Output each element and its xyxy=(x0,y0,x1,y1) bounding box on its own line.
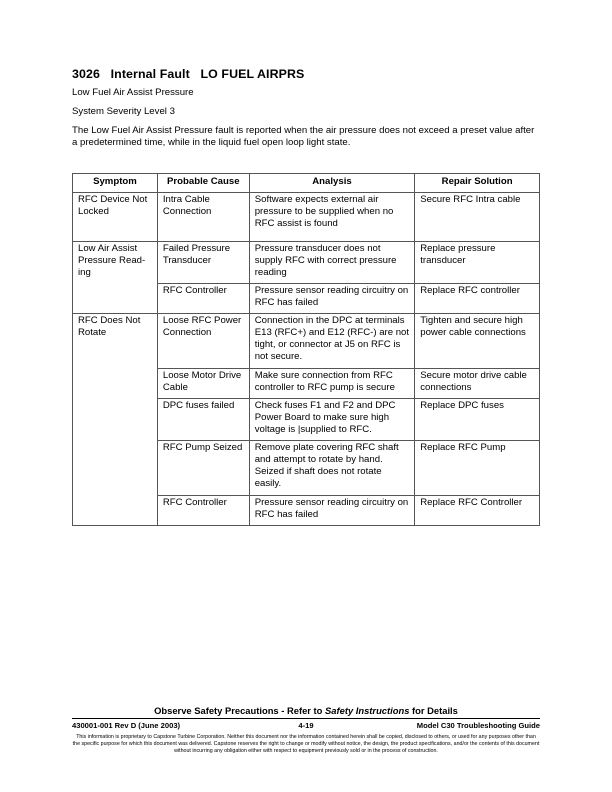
cause-cell: Loose Motor Drive Cable xyxy=(157,369,249,399)
guide-title: Model C30 Troubleshooting Guide xyxy=(416,721,540,730)
solution-cell: Replace pressure transducer xyxy=(415,242,540,284)
safety-instructions-reference: Safety Instructions xyxy=(325,705,410,716)
analysis-cell: Remove plate covering RFC shaft and attempt to rotate by hand. Seized if shaft does not rotate easily. xyxy=(249,441,415,496)
footer-divider xyxy=(72,718,540,719)
analysis-cell: Pressure sensor reading circuitry on RFC has failed xyxy=(249,496,415,526)
solution-cell: Replace RFC controller xyxy=(415,284,540,314)
fault-code: 3026 xyxy=(72,67,100,81)
solution-cell: Tighten and secure high power cable connections xyxy=(415,314,540,369)
proprietary-disclaimer: This information is proprietary to Capstone Turbine Corporation. Neither this document nor the information contained herein shall be copied, disclosed to others, or used for any purposes other than the specific purpose for which this document was delivered. Capstone reserves the right to change or modify without notice, the design, the product specifications, and/or the contents of this document without incurring any obligation either with respect to equipment previously sold or in the process of construction. xyxy=(72,734,540,754)
analysis-cell: Check fuses F1 and F2 and DPC Power Board to make sure high voltage is |supplied to RFC. xyxy=(249,399,415,441)
analysis-cell: Pressure transducer does not supply RFC with correct pressure reading xyxy=(249,242,415,284)
safety-note-prefix: Observe Safety Precautions - Refer to xyxy=(154,705,326,716)
fault-subtitle: Low Fuel Air Assist Pressure xyxy=(72,87,194,98)
cause-cell: RFC Controller xyxy=(157,284,249,314)
fault-heading xyxy=(72,67,540,81)
header-probable-cause: Probable Cause xyxy=(157,174,249,193)
page-number: 4-19 xyxy=(298,721,314,730)
cause-cell: RFC Pump Seized xyxy=(157,441,249,496)
symptom-cell: RFC Does Not Rotate xyxy=(73,314,158,526)
header-symptom: Symptom xyxy=(73,174,158,193)
table-row xyxy=(73,193,540,242)
fault-description: The Low Fuel Air Assist Pressure fault is reported when the air pressure does not exceed a preset value after a predetermined time, while in the liquid fuel open loop light state. xyxy=(72,125,535,148)
header-analysis: Analysis xyxy=(249,174,415,193)
analysis-cell: Pressure sensor reading circuitry on RFC has failed xyxy=(249,284,415,314)
solution-cell: Replace RFC Controller xyxy=(415,496,540,526)
fault-type: Internal Fault xyxy=(110,67,190,81)
solution-cell: Replace DPC fuses xyxy=(415,399,540,441)
table-row xyxy=(73,314,540,369)
fault-name: LO FUEL AIRPRS xyxy=(200,67,305,81)
cause-cell: RFC Controller xyxy=(157,496,249,526)
analysis-cell: Connection in the DPC at terminals E13 (RFC+) and E12 (RFC-) are not tight, or connector at J5 on RFC is not secure. xyxy=(249,314,415,369)
table-row xyxy=(73,242,540,284)
troubleshooting-table xyxy=(72,173,540,526)
analysis-cell: Make sure connection from RFC controller to RFC pump is secure xyxy=(249,369,415,399)
safety-note-suffix: for Details xyxy=(409,705,458,716)
page-content xyxy=(72,67,540,149)
safety-note xyxy=(72,705,540,716)
table-header-row xyxy=(73,174,540,193)
cause-cell: Failed Pressure Transducer xyxy=(157,242,249,284)
solution-cell: Secure motor drive cable connections xyxy=(415,369,540,399)
header-repair-solution: Repair Solution xyxy=(415,174,540,193)
cause-cell: Loose RFC Power Connection xyxy=(157,314,249,369)
footer-bar xyxy=(72,721,540,731)
analysis-cell: Software expects external air pressure to be supplied when no RFC assist is found xyxy=(249,193,415,242)
severity-level: System Severity Level 3 xyxy=(72,106,175,117)
cause-cell: Intra Cable Connection xyxy=(157,193,249,242)
document-id: 430001-001 Rev D (June 2003) xyxy=(72,721,181,730)
symptom-cell: Low Air Assist Pressure Read-ing xyxy=(73,242,158,314)
solution-cell: Secure RFC Intra cable xyxy=(415,193,540,242)
cause-cell: DPC fuses failed xyxy=(157,399,249,441)
symptom-cell: RFC Device Not Locked xyxy=(73,193,158,242)
solution-cell: Replace RFC Pump xyxy=(415,441,540,496)
